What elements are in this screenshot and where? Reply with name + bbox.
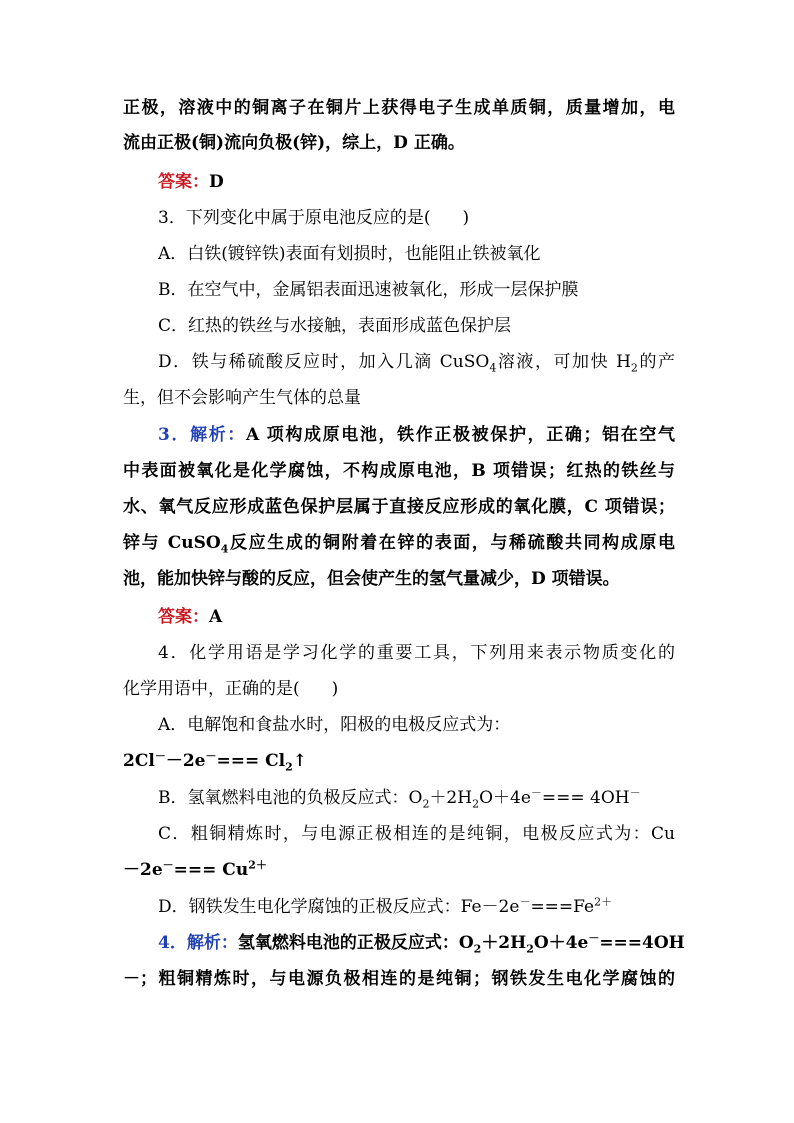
analysis-text: ===4OH — [599, 933, 685, 953]
analysis-text: 氢氧燃料电池的正极反应式：O — [237, 933, 474, 953]
analysis-3-line4 — [123, 531, 675, 555]
option-text: ===Fe — [530, 897, 595, 917]
analysis-3-line5: 池，能加快锌与酸的反应，但会使产生的氢气量减少，D 项错误。 — [123, 569, 620, 589]
question-4-stem-cont — [123, 677, 675, 701]
option-3b: B．在空气中，金属铝表面迅速被氧化，形成一层保护膜 — [158, 280, 579, 300]
analysis-number: 4． — [158, 933, 187, 953]
answer-value: D — [209, 172, 224, 192]
answer-label: 答案： — [158, 172, 209, 192]
option-4b — [158, 786, 675, 810]
analysis-3-line1 — [158, 423, 675, 447]
superscript: － — [205, 749, 217, 763]
superscript: － — [530, 786, 542, 800]
analysis-3-line2: 中表面被氧化是化学腐蚀，不构成原电池，B 项错误；红热的铁丝与 — [123, 461, 675, 481]
analysis-text: ＋2H — [481, 933, 527, 953]
option-3c: C．红热的铁丝与水接触，表面形成蓝色保护层 — [158, 316, 512, 336]
option-text: B．氢氧燃料电池的负极反应式：O — [158, 788, 423, 808]
question-4-stem: 4．化学用语是学习化学的重要工具，下列用来表示物质变化的 — [158, 643, 675, 663]
stem-text: 化学用语中，正确的是( — [123, 679, 300, 699]
option-text: O＋4e — [479, 788, 531, 808]
option-3a: A．白铁(镀锌铁)表面有划损时，也能阻止铁被氧化 — [158, 244, 541, 264]
analysis-label: 解析： — [186, 933, 238, 953]
subscript: 2 — [422, 797, 430, 811]
option-3d-cont: 生，但不会影响产生气体的总量 — [123, 388, 361, 408]
stem-text: 3．下列变化中属于原电池反应的是( — [158, 208, 431, 228]
subscript: 2 — [472, 797, 480, 811]
equation-text: === Cu — [173, 860, 249, 880]
superscript: － — [162, 858, 174, 872]
option-text: D．钢铁发生电化学腐蚀的正极反应式：Fe－2e — [158, 897, 520, 917]
subscript: 4 — [489, 361, 497, 375]
superscript: － — [588, 931, 600, 945]
option-4d — [158, 895, 675, 919]
subscript: 2 — [285, 760, 293, 774]
option-4a-equation — [123, 749, 675, 773]
equation-text: === Cl — [216, 751, 286, 771]
option-text: 溶液，可加快 H — [496, 352, 631, 372]
equation-text: －2e — [165, 751, 206, 771]
analysis-text: 反应生成的铜附着在锌的表面，与稀硫酸共同构成原电 — [228, 533, 676, 553]
equation-text: 2Cl — [123, 751, 155, 771]
stem-paren: ) — [462, 208, 470, 228]
option-3d — [158, 350, 675, 374]
gas-arrow: ↑ — [292, 751, 308, 771]
superscript: 2＋ — [248, 858, 267, 872]
option-4c: C．粗铜精炼时，与电源正极相连的是纯铜，电极反应式为：Cu — [158, 824, 675, 844]
analysis-number: 3． — [158, 425, 191, 445]
analysis-4-line1 — [158, 931, 685, 956]
answer-q3 — [158, 605, 675, 629]
option-text: D．铁与稀硫酸反应时，加入几滴 CuSO — [158, 352, 490, 372]
superscript: － — [519, 895, 531, 909]
option-4a: A．电解饱和食盐水时，阳极的电极反应式为： — [158, 715, 511, 735]
text-line: 流由正极(铜)流向负极(锌)，综上，D 正确。 — [123, 133, 465, 153]
analysis-text: 锌与 CuSO — [123, 533, 221, 553]
analysis-4-line2: －；粗铜精炼时，与电源负极相连的是纯铜；钢铁发生电化学腐蚀的 — [123, 969, 675, 989]
subscript: 2 — [630, 361, 638, 375]
answer-value: A — [209, 607, 223, 627]
option-4c-cont — [123, 858, 675, 882]
subscript: 2 — [526, 942, 534, 956]
equation-text: －2e — [123, 860, 163, 880]
option-text: ＋2H — [429, 788, 473, 808]
superscript: － — [154, 749, 166, 763]
analysis-label: 解析： — [190, 425, 246, 445]
stem-paren: ) — [331, 679, 339, 699]
question-3-stem — [158, 206, 675, 230]
answer-q2 — [158, 170, 675, 194]
analysis-text: A 项构成原电池，铁作正极被保护，正确；铝在空气 — [246, 425, 675, 445]
option-text: === 4OH — [541, 788, 630, 808]
text-line: 正极，溶液中的铜离子在铜片上获得电子生成单质铜，质量增加，电 — [123, 98, 675, 118]
subscript: 4 — [220, 542, 229, 556]
option-text: 的产 — [637, 352, 676, 372]
answer-label: 答案： — [158, 607, 209, 627]
superscript: － — [629, 786, 641, 800]
analysis-text: O＋4e — [533, 933, 589, 953]
subscript: 2 — [473, 942, 482, 956]
superscript: 2＋ — [594, 895, 613, 909]
analysis-3-line3: 水、氧气反应形成蓝色保护层属于直接反应形成的氧化膜，C 项错误； — [123, 497, 675, 517]
